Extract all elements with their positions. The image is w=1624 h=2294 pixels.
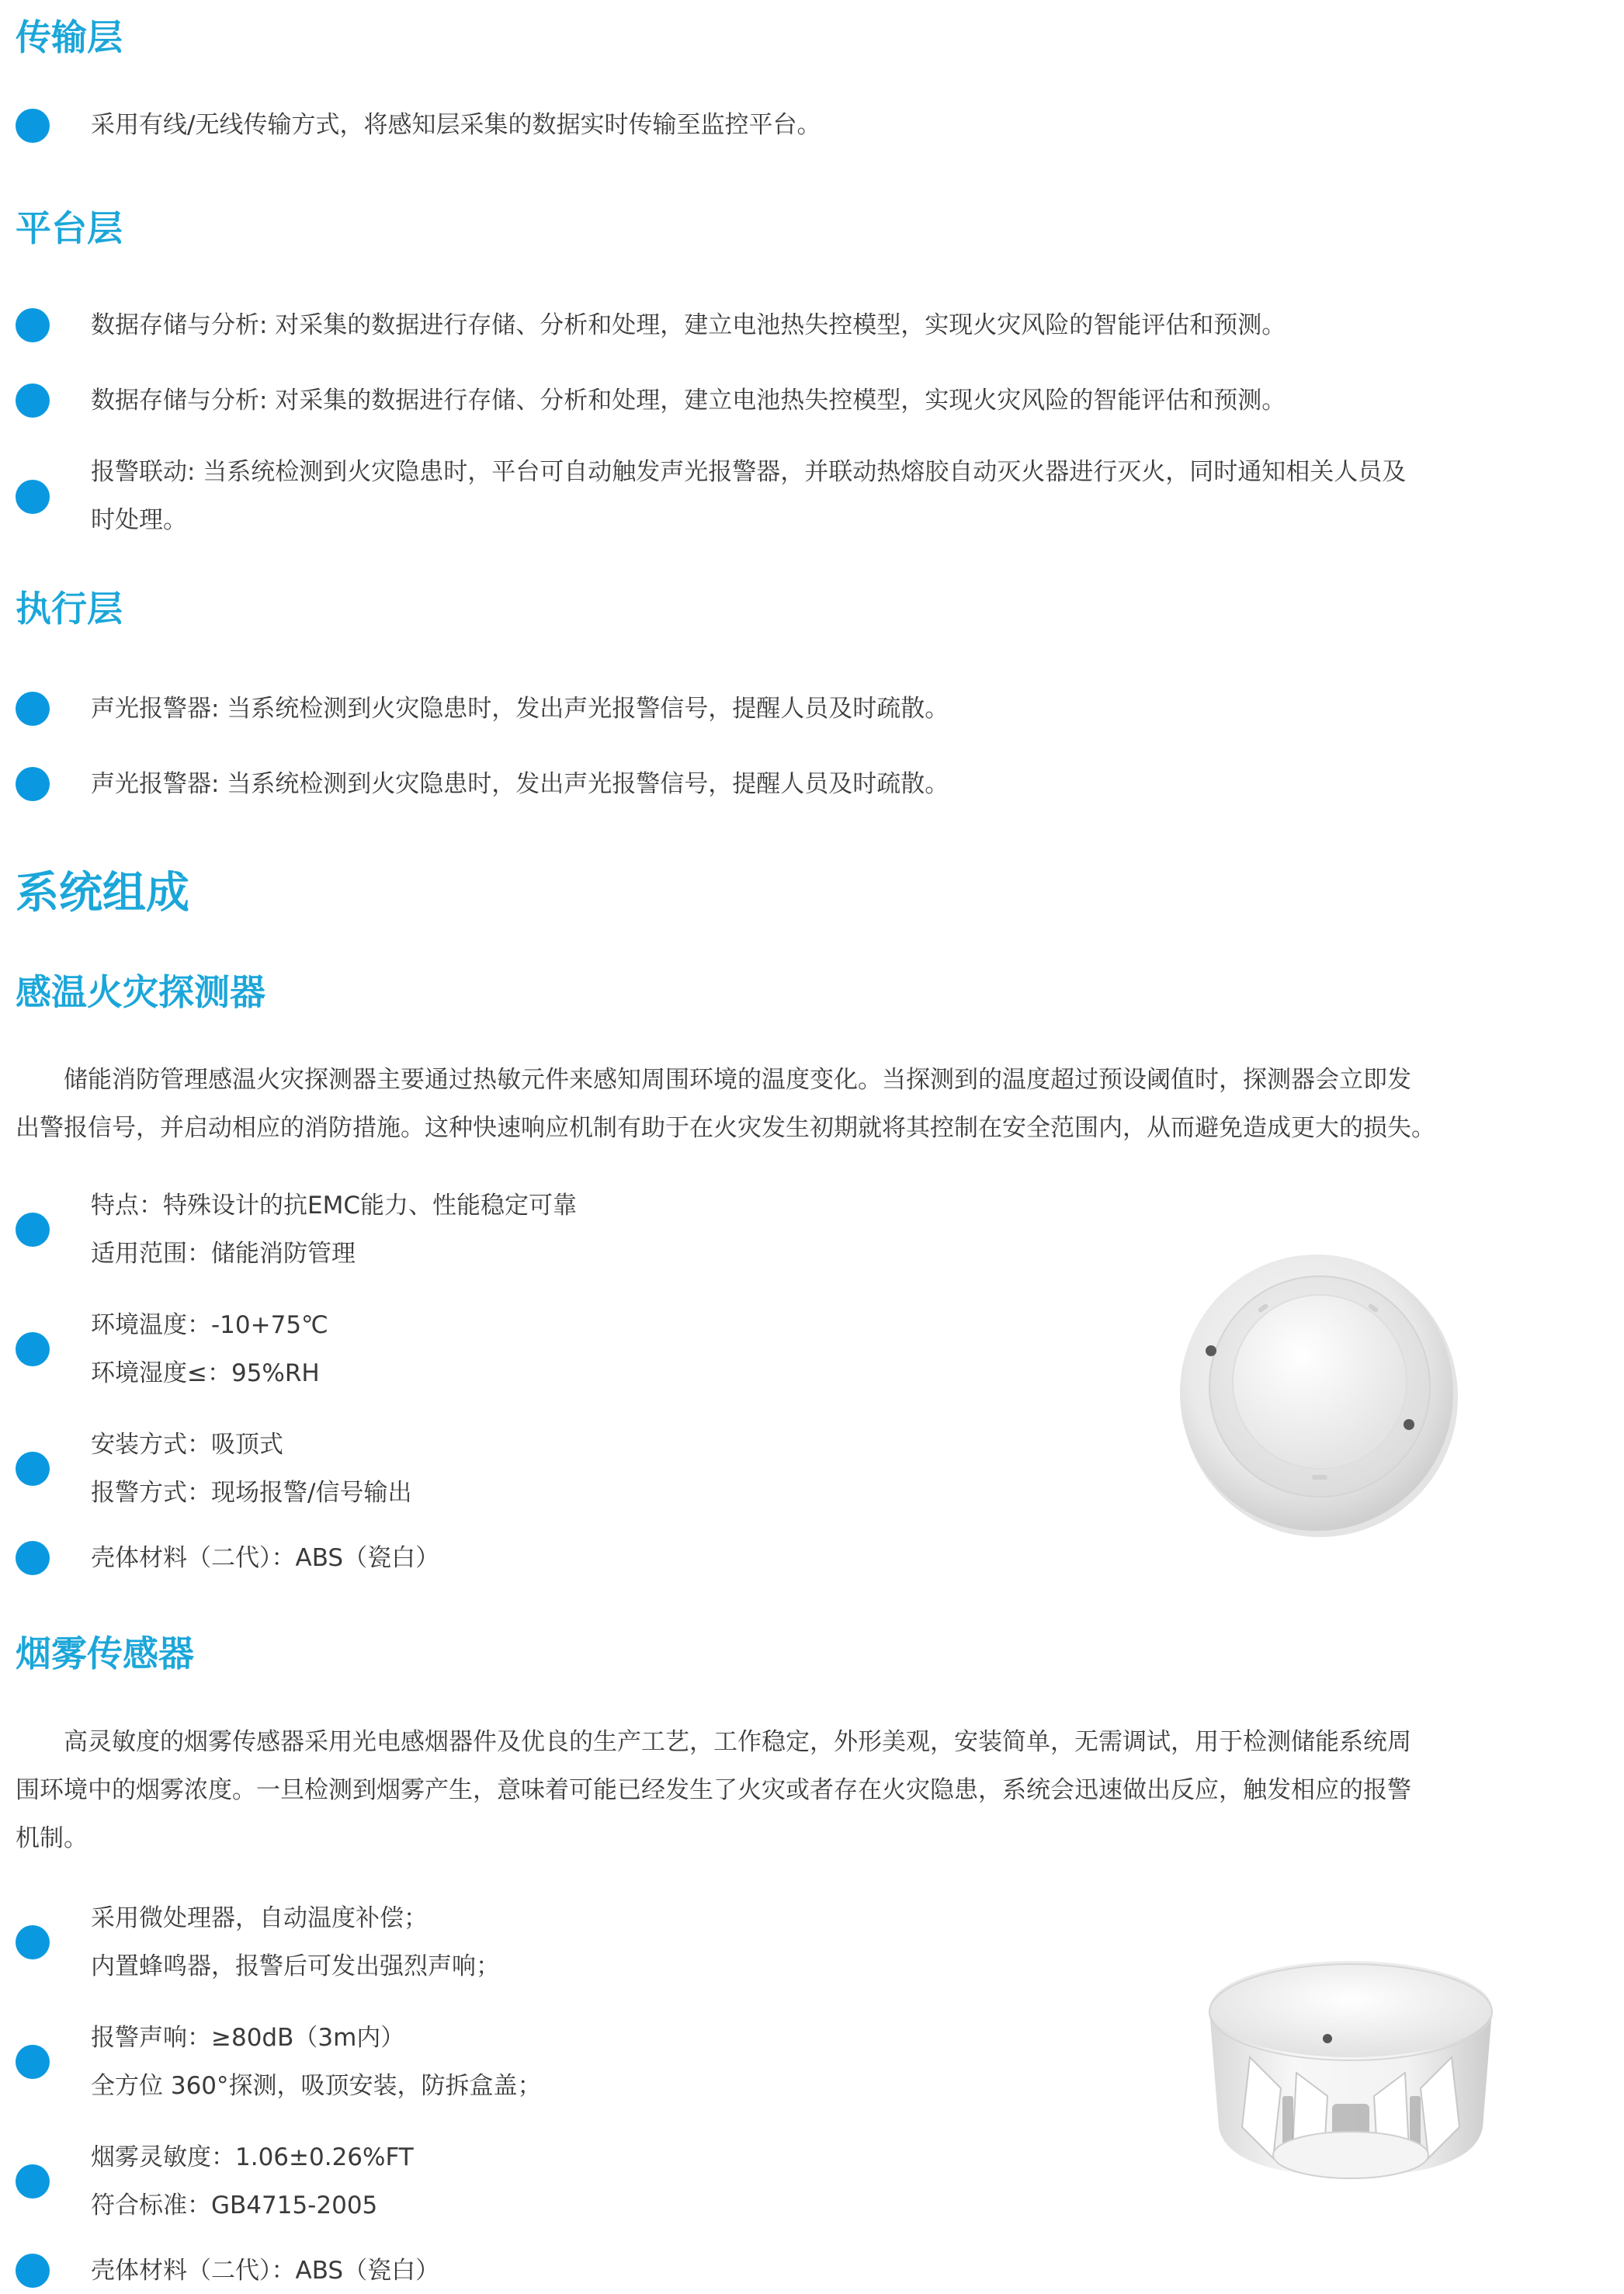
bullet-icon (16, 308, 50, 342)
execution-item: 声光报警器: 当系统检测到火灾隐患时，发出声光报警信号，提醒人员及时疏散。 (91, 770, 949, 798)
heat-detector-image (1164, 1242, 1467, 1545)
spec-text: 全方位 360°探测，吸顶安装，防拆盒盖； (91, 2072, 542, 2100)
execution-item: 声光报警器: 当系统检测到火灾隐患时，发出声光报警信号，提醒人员及时疏散。 (91, 695, 949, 723)
section-title-execution: 执行层 (16, 588, 123, 630)
section-title-transport: 传输层 (16, 16, 123, 58)
bullet-icon (16, 480, 50, 514)
spec-text: 环境温度：-10+75℃ (91, 1311, 328, 1339)
bullet-icon (16, 2164, 50, 2199)
platform-item: 数据存储与分析: 对采集的数据进行存储、分析和处理，建立电池热失控模型，实现火灾风险的智能评估和预测。 (91, 387, 1286, 415)
platform-alarm-line2: 时处理。 (91, 506, 187, 534)
bullet-icon (16, 383, 50, 418)
spec-text: 适用范围：储能消防管理 (91, 1240, 356, 1268)
spec-text: 报警方式：现场报警/信号输出 (91, 1479, 412, 1507)
spec-text: 符合标准：GB4715-2005 (91, 2192, 378, 2219)
spec-text: 特点：特殊设计的抗EMC能力、性能稳定可靠 (91, 1192, 577, 1220)
spec-text: 报警声响：≥80dB（3m内） (91, 2024, 405, 2052)
spec-text: 安装方式：吸顶式 (91, 1431, 283, 1459)
subsection-title-heat-detector: 感温火灾探测器 (16, 971, 265, 1013)
section-title-platform: 平台层 (16, 207, 123, 249)
bullet-icon (16, 767, 50, 801)
bullet-icon (16, 1541, 50, 1575)
platform-alarm-line1: 报警联动: 当系统检测到火灾隐患时，平台可自动触发声光报警器，并联动热熔胶自动灭火器进行灭火，同时通知相关人员及 (91, 458, 1407, 486)
bullet-icon (16, 1925, 50, 1959)
paragraph-line: 围环境中的烟雾浓度。一旦检测到烟雾产生，意味着可能已经发生了火灾或者存在火灾隐患，系统会迅速做出反应，触发相应的报警 (16, 1776, 1411, 1804)
section-title-system: 系统组成 (16, 868, 189, 918)
platform-item: 数据存储与分析: 对采集的数据进行存储、分析和处理，建立电池热失控模型，实现火灾风险的智能评估和预测。 (91, 311, 1286, 339)
heat-detector-description (16, 1056, 1607, 1152)
smoke-sensor-image (1195, 1941, 1506, 2189)
transport-item: 采用有线/无线传输方式，将感知层采集的数据实时传输至监控平台。 (91, 111, 821, 139)
spec-text: 烟雾灵敏度：1.06±0.26%FT (91, 2143, 414, 2171)
bullet-icon (16, 1213, 50, 1247)
bullet-icon (16, 109, 50, 143)
bullet-icon (16, 692, 50, 726)
spec-text: 环境湿度≤：95%RH (91, 1359, 320, 1387)
paragraph-line: 机制。 (16, 1824, 88, 1852)
spec-text: 壳体材料（二代）：ABS（瓷白） (91, 1544, 440, 1572)
spec-text: 采用微处理器，自动温度补偿； (91, 1904, 428, 1932)
subsection-title-smoke-sensor: 烟雾传感器 (16, 1633, 194, 1675)
paragraph-line: 出警报信号，并启动相应的消防措施。这种快速响应机制有助于在火灾发生初期就将其控制在安全范围内，从而避免造成更大的损失。 (16, 1114, 1435, 1142)
spec-text: 内置蜂鸣器，报警后可发出强烈声响； (91, 1952, 500, 1980)
bullet-icon (16, 1332, 50, 1366)
bullet-icon (16, 1452, 50, 1486)
paragraph-line: 高灵敏度的烟雾传感器采用光电感烟器件及优良的生产工艺，工作稳定，外形美观，安装简单，无需调试，用于检测储能系统周 (64, 1728, 1411, 1756)
paragraph-line: 储能消防管理感温火灾探测器主要通过热敏元件来感知周围环境的温度变化。当探测到的温度超过预设阈值时，探测器会立即发 (64, 1066, 1411, 1094)
spec-text: 壳体材料（二代）：ABS（瓷白） (91, 2257, 440, 2285)
bullet-icon (16, 2254, 50, 2288)
bullet-icon (16, 2045, 50, 2079)
smoke-sensor-description (16, 1718, 1607, 1862)
